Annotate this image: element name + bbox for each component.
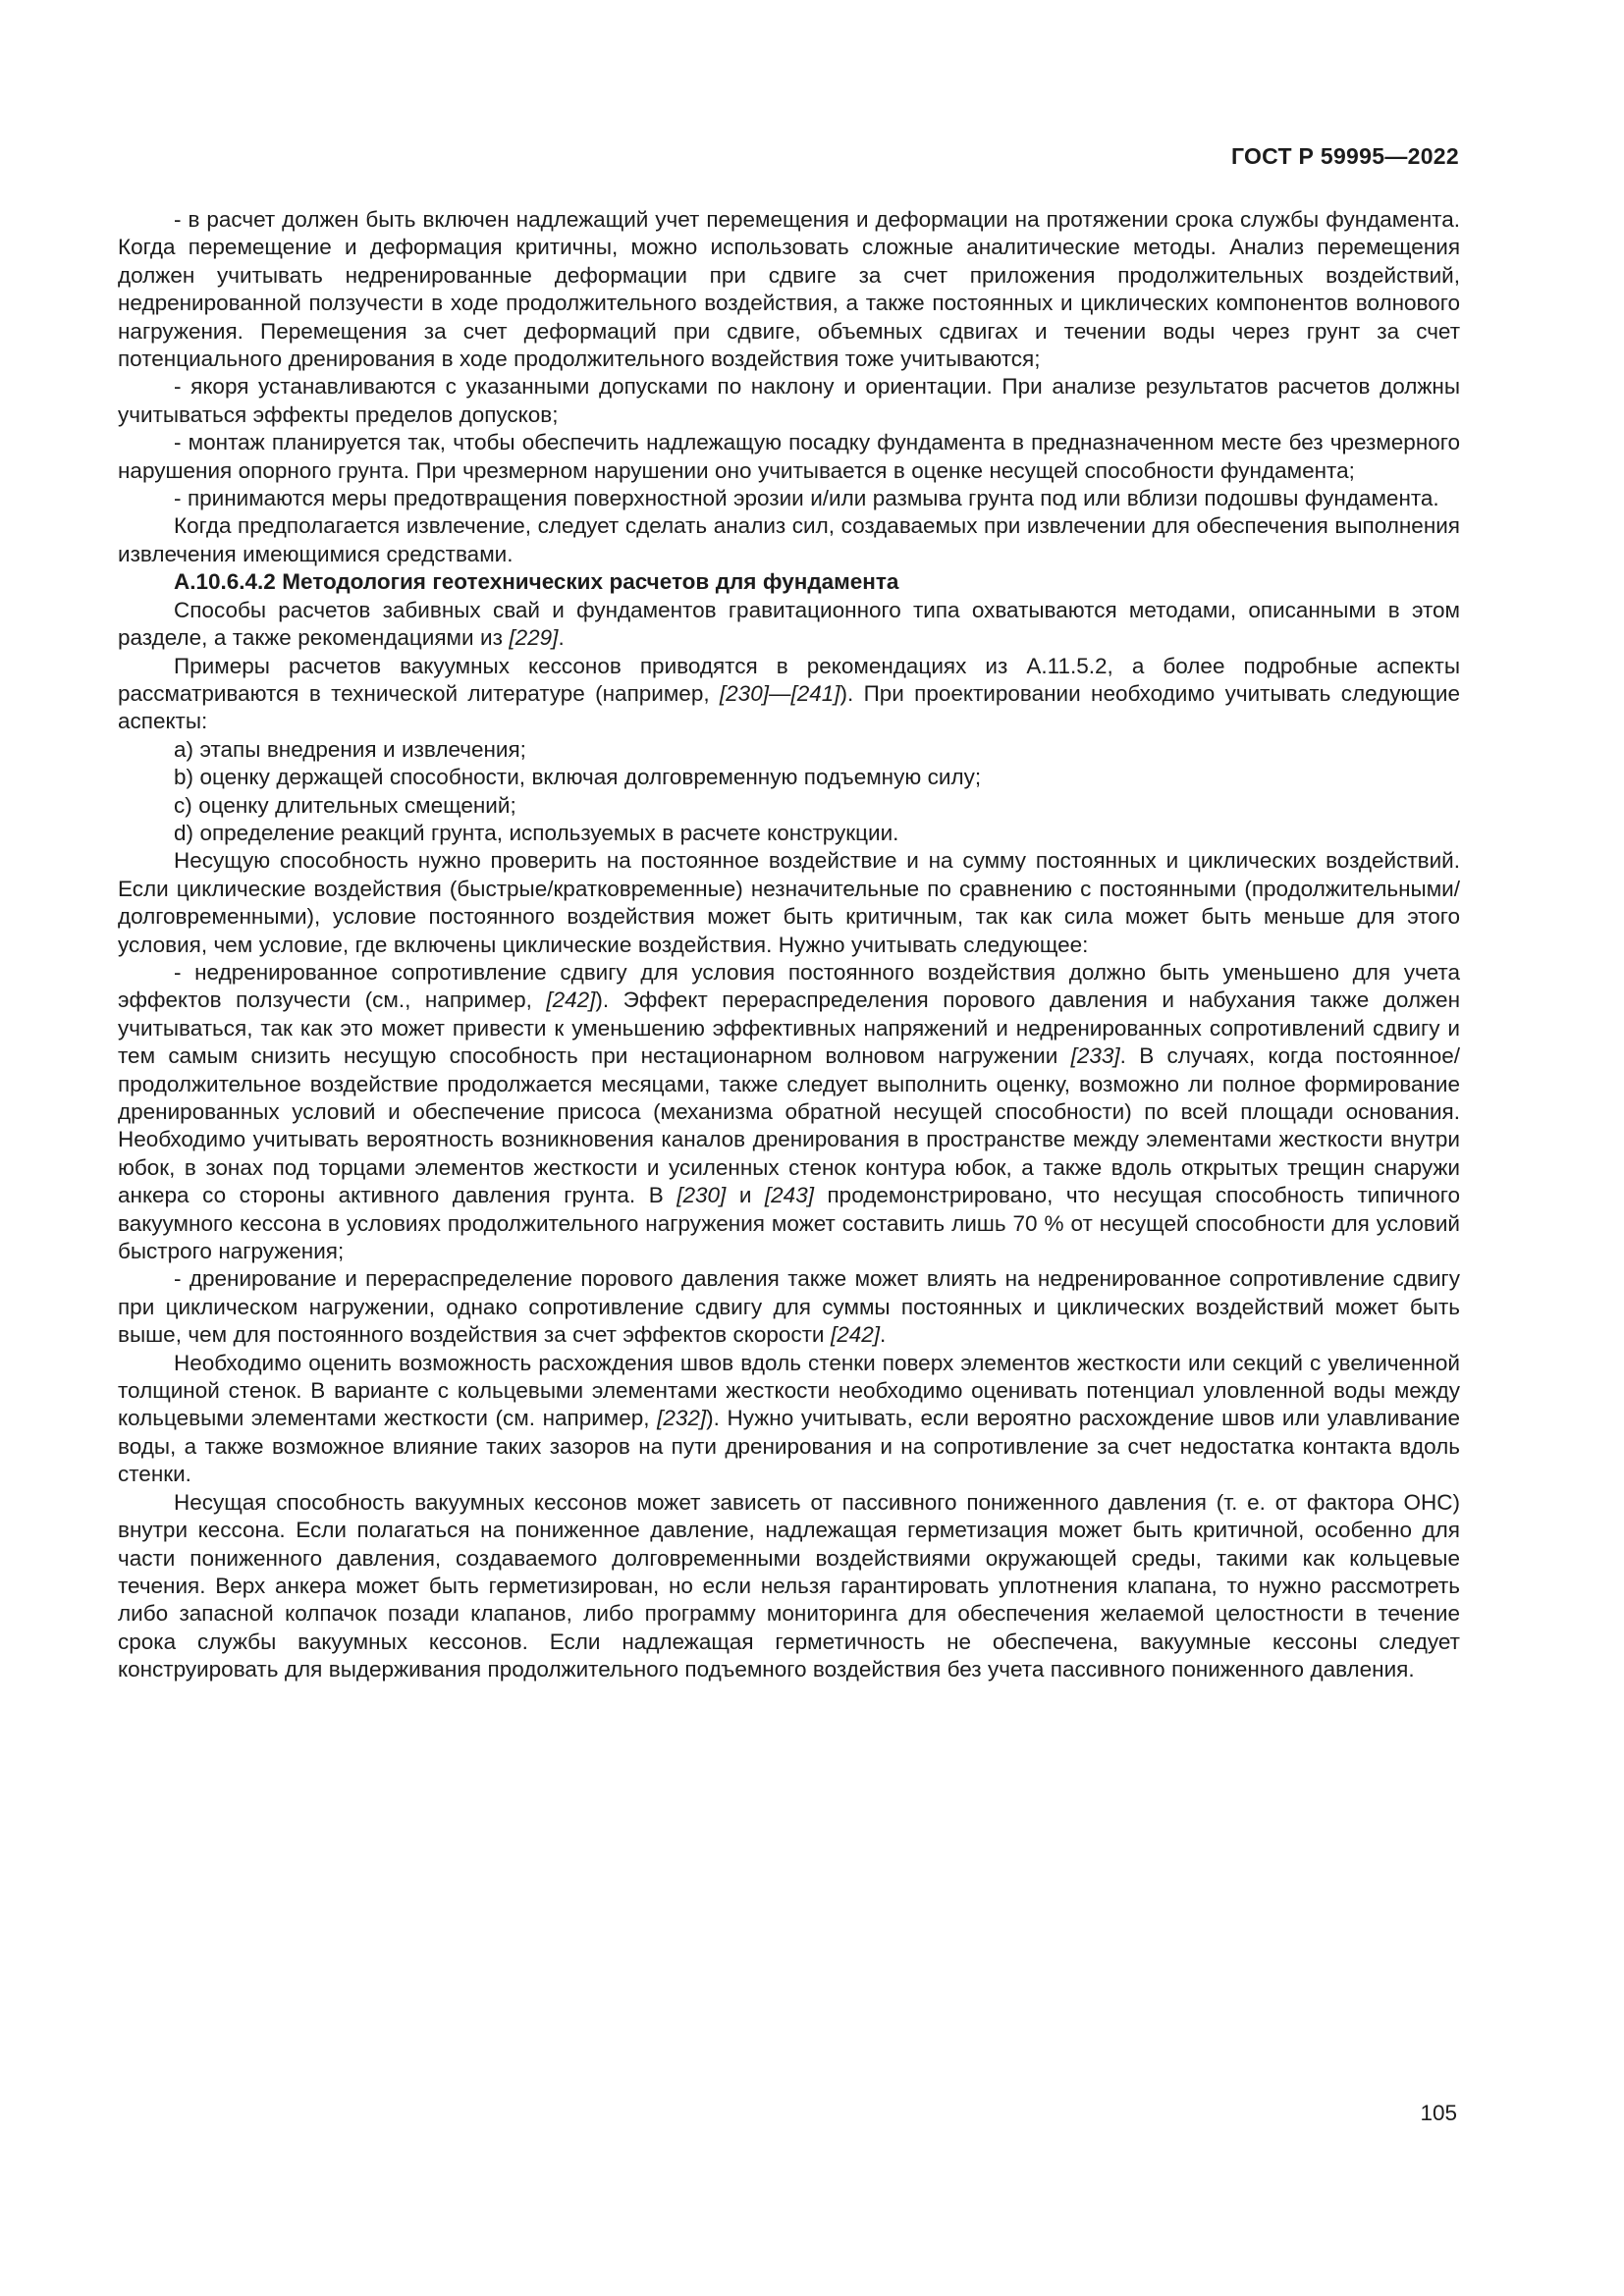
- bibliography-reference: [242]: [546, 988, 596, 1013]
- paragraph: - дренирование и перераспределение порового давления также может влиять на недренированное сопротивление сдвигу при циклическом нагружении, однако сопротивление сдвигу для суммы постоянных и циклических воздействий может быть выше, чем для постоянного воздействия за счет эффектов скорости [242].: [118, 1266, 1460, 1348]
- list-item: a) этапы внедрения и извлечения;: [174, 736, 526, 762]
- paragraph: Несущую способность нужно проверить на постоянное воздействие и на сумму постоянных и циклических воздействий. Если циклические воздействия (быстрые/кратковременные) незначительные по сравнению с постоянными (продолжительными/долговременными), условие постоянного воздействия может быть критичным, так как сила может быть меньше для этого условия, чем условие, где включены циклические воздействия. Нужно учитывать следующее:: [118, 848, 1460, 957]
- bibliography-reference: [230]: [677, 1183, 727, 1208]
- page-number: 105: [1420, 2101, 1457, 2125]
- paragraph: Когда предполагается извлечение, следует сделать анализ сил, создаваемых при извлечении для обеспечения выполнения извлечения имеющимися средствами.: [118, 513, 1460, 566]
- bibliography-reference: [233]: [1070, 1043, 1120, 1069]
- bibliography-reference: [243]: [764, 1183, 814, 1208]
- bibliography-reference: [230]: [719, 680, 769, 706]
- paragraph: Способы расчетов забивных свай и фундаментов гравитационного типа охватываются методами, описанными в этом разделе, а также рекомендациями из [229].: [118, 597, 1460, 651]
- list-item: c) оценку длительных смещений;: [174, 792, 516, 818]
- bibliography-reference: [229]: [509, 625, 559, 651]
- paragraph: - якоря устанавливаются с указанными допусками по наклону и ориентации. При анализе результатов расчетов должны учитываться эффекты пределов допусков;: [118, 374, 1460, 427]
- bibliography-reference: [232]: [657, 1406, 707, 1431]
- bibliography-reference: [241]: [790, 680, 840, 706]
- paragraph: - принимаются меры предотвращения поверхностной эрозии и/или размыва грунта под или вблизи подошвы фундамента.: [174, 486, 1439, 511]
- paragraph: Необходимо оценить возможность расхождения швов вдоль стенки поверх элементов жесткости или секций с увеличенной толщиной стенок. В варианте с кольцевыми элементами жесткости необходимо оценивать потенциал уловленной воды между кольцевыми элементами жесткости (см. например, [232]). Нужно учитывать, если вероятно расхождение швов или улавливание воды, а также возможное влияние таких зазоров на пути дренирования и на сопротивление за счет недостатка контакта вдоль стенки.: [118, 1350, 1460, 1487]
- content: [118, 206, 1460, 1684]
- bibliography-reference: [242]: [830, 1322, 880, 1348]
- section-heading: А.10.6.4.2 Методология геотехнических расчетов для фундамента: [174, 569, 899, 595]
- paragraph: - недренированное сопротивление сдвигу для условия постоянного воздействия должно быть уменьшено для учета эффектов ползучести (см., например, [242]). Эффект перераспределения порового давления и набухания также должен учитываться, так как это может привести к уменьшению эффективных напряжений и недренированных сопротивлений сдвигу и тем самым снизить несущую способность при нестационарном волновом нагружении [233]. В случаях, когда постоянное/продолжительное воздействие продолжается месяцами, также следует выполнить оценку, возможно ли полное формирование дренированных условий и обеспечение присоса (механизма обратной несущей способности) по всей площади основания. Необходимо учитывать вероятность возникновения каналов дренирования в пространстве между элементами жесткости внутри юбок, в зонах под торцами элементов жесткости и усиленных стенок контура юбок, а также вдоль открытых трещин снаружи анкера со стороны активного давления грунта. В [230] и [243] продемонстрировано, что несущая способность типичного вакуумного кессона в условиях продолжительного нагружения может составить лишь 70 % от несущей способности для условий быстрого нагружения;: [118, 959, 1460, 1264]
- paragraph: Примеры расчетов вакуумных кессонов приводятся в рекомендациях из А.11.5.2, а более подробные аспекты рассматриваются в технической литературе (например, [230]—[241]). При проектировании необходимо учитывать следующие аспекты:: [118, 653, 1460, 734]
- paragraph: - монтаж планируется так, чтобы обеспечить надлежащую посадку фундамента в предназначенном месте без чрезмерного нарушения опорного грунта. При чрезмерном нарушении оно учитывается в оценке несущей способности фундамента;: [118, 430, 1460, 483]
- paragraph: Несущая способность вакуумных кессонов может зависеть от пассивного пониженного давления (т. е. от фактора ОНС) внутри кессона. Если полагаться на пониженное давление, надлежащая герметизация может быть критичной, особенно для части пониженного давления, создаваемого долговременными воздействиями окружающей среды, такими как кольцевые течения. Верх анкера может быть герметизирован, но если нельзя гарантировать уплотнения клапана, то нужно рассмотреть либо запасной колпачок позади клапанов, либо программу мониторинга для обеспечения желаемой целостности в течение срока службы вакуумных кессонов. Если надлежащая герметичность не обеспечена, вакуумные кессоны следует конструировать для выдерживания продолжительного подъемного воздействия без учета пассивного пониженного давления.: [118, 1489, 1460, 1682]
- list-item: d) определение реакций грунта, используемых в расчете конструкции.: [174, 820, 899, 845]
- paragraph: - в расчет должен быть включен надлежащий учет перемещения и деформации на протяжении срока службы фундамента. Когда перемещение и деформация критичны, можно использовать сложные аналитические методы. Анализ перемещения должен учитывать недренированные деформации при сдвиге за счет приложения продолжительных воздействий, недренированной ползучести в ходе продолжительного воздействия, а также постоянных и циклических компонентов волнового нагружения. Перемещения за счет деформаций при сдвиге, объемных сдвигах и течении воды через грунт за счет потенциального дренирования в ходе продолжительного воздействия тоже учитываются;: [118, 207, 1460, 372]
- document-header-standard-number: ГОСТ Р 59995—2022: [1230, 143, 1459, 169]
- list-item: b) оценку держащей способности, включая долговременную подъемную силу;: [174, 765, 982, 790]
